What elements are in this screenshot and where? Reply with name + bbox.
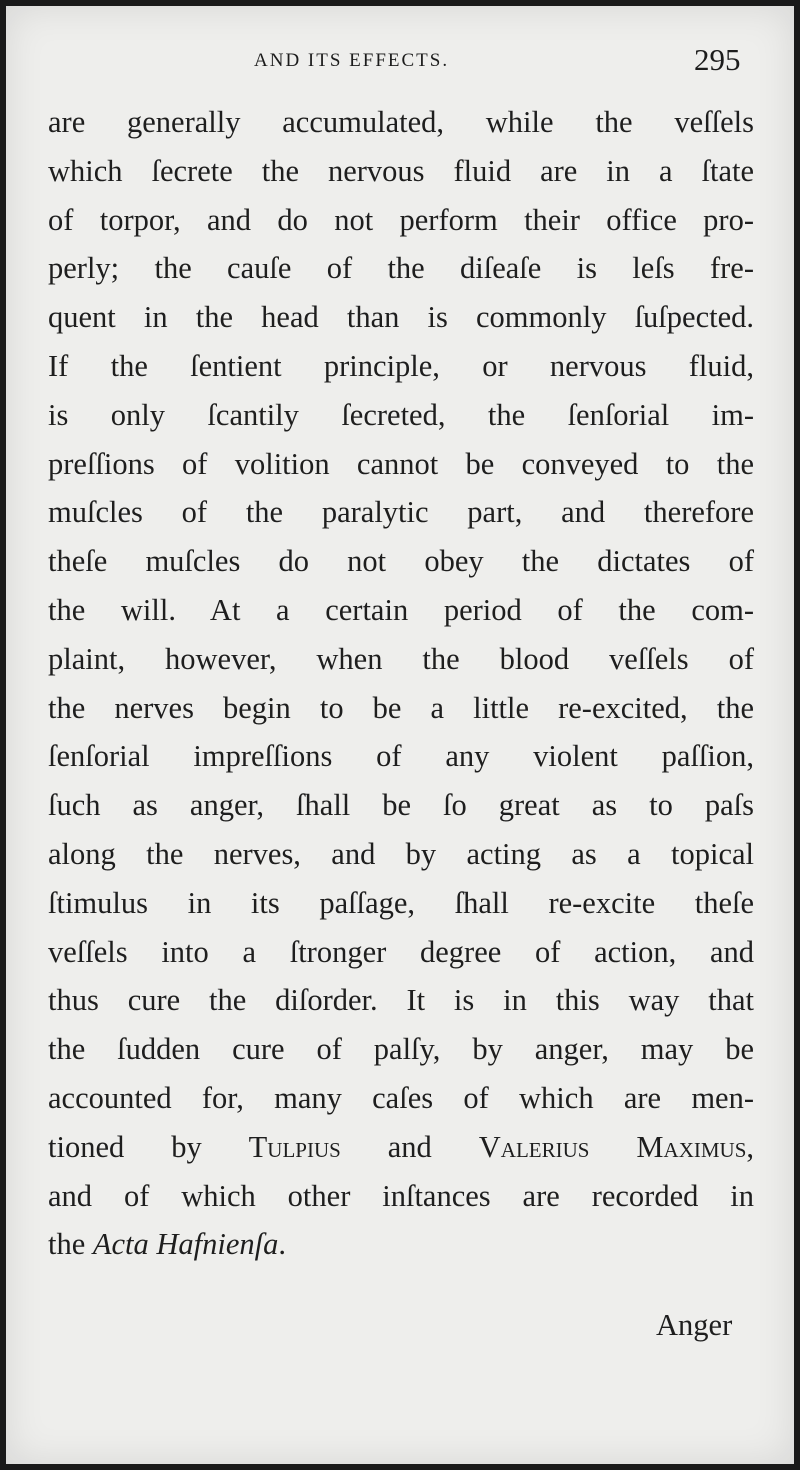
text-line: muſcles of the paralytic part, and therefore bbox=[48, 495, 754, 530]
text-line-last bbox=[48, 1220, 754, 1269]
text-line: If the ſentient principle, or nervous fluid, bbox=[48, 348, 754, 383]
text-fragment: tioned by bbox=[48, 1129, 249, 1164]
text-line: theſe muſcles do not obey the dictates of bbox=[48, 544, 754, 579]
text-line: the nerves begin to be a little re-excited, the bbox=[48, 690, 754, 725]
text-line: the will. At a certain period of the com- bbox=[48, 592, 754, 627]
text-line: preſſions of volition cannot be conveyed to the bbox=[48, 446, 754, 481]
text-line: ſenſorial impreſſions of any violent paſſion, bbox=[48, 739, 754, 774]
text-fragment: , bbox=[746, 1129, 754, 1164]
text-line: along the nerves, and by acting as a topical bbox=[48, 836, 754, 871]
text-line: perly; the cauſe of the diſeaſe is leſs fre- bbox=[48, 251, 754, 286]
text-line: accounted for, many caſes of which are men- bbox=[48, 1080, 754, 1115]
text-line: ſuch as anger, ſhall be ſo great as to paſs bbox=[48, 788, 754, 823]
text-line: the ſudden cure of palſy, by anger, may be bbox=[48, 1032, 754, 1067]
text-line-names bbox=[48, 1123, 754, 1172]
text-fragment: . bbox=[278, 1227, 287, 1262]
catchword: Anger bbox=[656, 1308, 733, 1342]
author-name-valerius-maximus: Valerius Maximus bbox=[478, 1129, 747, 1164]
page-header bbox=[6, 42, 794, 86]
text-line: are generally accumulated, while the veſſels bbox=[48, 105, 754, 139]
cited-title: Acta Hafnienſa bbox=[92, 1227, 279, 1262]
page-number: 295 bbox=[694, 42, 741, 77]
text-line: quent in the head than is commonly ſuſpected. bbox=[48, 300, 754, 335]
text-line: ſtimulus in its paſſage, ſhall re-excite theſe bbox=[48, 885, 754, 920]
text-line: veſſels into a ſtronger degree of action, and bbox=[48, 934, 754, 969]
text-line: which ſecrete the nervous fluid are in a ſtate bbox=[48, 153, 754, 188]
text-line: and of which other inſtances are recorded in bbox=[48, 1178, 754, 1213]
text-line: of torpor, and do not perform their office pro- bbox=[48, 202, 754, 237]
running-head: AND ITS EFFECTS. bbox=[254, 50, 450, 71]
author-name-tulpius: Tulpius bbox=[248, 1129, 341, 1164]
text-fragment: and bbox=[340, 1129, 479, 1164]
text-line: thus cure the diſorder. It is in this way that bbox=[48, 983, 754, 1018]
text-line: plaint, however, when the blood veſſels of bbox=[48, 641, 754, 676]
text-line: is only ſcantily ſecreted, the ſenſorial im- bbox=[48, 397, 754, 432]
text-fragment: the bbox=[48, 1227, 93, 1262]
book-page bbox=[6, 6, 794, 1464]
body-text bbox=[48, 98, 754, 1269]
